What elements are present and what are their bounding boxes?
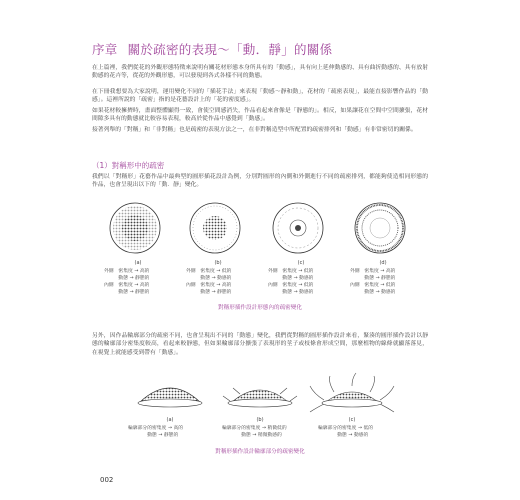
figure-1-caption: 對稱形插作設計形態內的疏密變化	[218, 305, 302, 311]
figure-1-label-b: (b)	[214, 260, 222, 266]
arrangement-2c-drawing	[310, 373, 394, 412]
figure-2-label-b: (b)	[256, 417, 264, 423]
figure-1-desc-b: 外側 密集度 → 低的 動態 → 動感的 內側 密集度 → 高的 動態 → 靜態的	[186, 269, 232, 295]
figure-2-label-a: (a)	[166, 417, 174, 423]
paragraph-5: 另外，因作品輪廓部分的疏密不同，也會呈現出不同的「動態」變化，我們從對稱的圓形插作設計來看，緊湊的圓形插作設計以靜態的輪廓部分密集度較高，看起來較靜態，但如果輪廓部分擴張了表現形的莖子或枝條會形成空間，那麼植物的線條就顯落落見，在視覺上就能感受到帶有「動感」。	[92, 333, 428, 356]
chapter-title	[92, 40, 432, 58]
paragraph-1: 在上篇裡，我們從花的外觀形態特徵來說明有關花材形態本身所具有的「動感」，具有向上延伸動感的、具有曲折動感的、具有放射動感的花卉等，從花的外觀形態，可以發現到各式各樣不同的動態。	[92, 65, 428, 80]
chapter-label: 序章	[92, 42, 118, 57]
figure-1-desc-a: 外側 密集度 → 高的 動態 → 靜態的 內側 密集度 → 高的 動態 → 靜態的	[104, 269, 150, 295]
figure-2-desc-a: 輪廓部分的密集度 → 高的 動態 → 靜態的	[128, 426, 184, 438]
page-number: 002	[100, 476, 114, 484]
figure-2-desc-c: 輪廓部分的密集度 → 低的 動態 → 動感的	[318, 426, 374, 438]
arrangement-b-drawing	[190, 203, 240, 253]
section-heading: （1）對稱形中的疏密	[92, 161, 165, 170]
figure-1-label-a: (a)	[134, 260, 142, 266]
figure-1-desc-d: 外側 密集度 → 高的 動態 → 靜態的 內側 密集度 → 低的 動態 → 動感的	[350, 269, 396, 295]
figure-2-label-c: (c)	[348, 417, 356, 423]
chapter-heading: 關於疏密的表現～「動．靜」的關係	[127, 42, 333, 57]
arrangement-2a-drawing	[138, 388, 202, 407]
paragraph-4: 接著列舉的「對稱」和「非對稱」也是疏密的表現方法之一，在非對稱造型中所配置的疏密排列和「動感」有非常密切的關係。	[92, 127, 417, 133]
figure-1-label-c: (c)	[297, 260, 305, 266]
arrangement-a-drawing	[110, 203, 160, 253]
arrangement-d-drawing	[355, 203, 405, 253]
figure-2-desc-b: 輪廓部分的密集度 → 稍微低的 動態 → 稍微動感的	[222, 426, 287, 438]
arrangement-c-drawing	[273, 203, 323, 253]
figure-2-caption: 對稱形插作設計輪廓部分的疏密變化	[215, 449, 305, 455]
paragraph-3: 如果花材較擁擠時，畫面整體顯得一致，會使空間感消失，作品看起來會像是「靜態的」。相反，如果讓花在空間中空間擴張，花材間隙多具有的動態就比較容易表現，較高於從作品中感覺到「動感」。	[92, 108, 428, 123]
arrangement-2b-drawing	[223, 388, 297, 407]
figure-2-illustrations	[120, 372, 400, 416]
section-text: 我們以「對稱形」花藝作品中最典型的圓形插花設計為例，分別對圓形的內側和外側進行不同的疏密排列，都能夠使造相同形態的作品，也會呈現出以下的「動．靜」變化。	[92, 174, 428, 189]
figure-1-illustrations	[100, 200, 420, 260]
paragraph-2: 在下冊我想要為大家說明，運用變化不同的「插花手法」來表現「動感～靜和動」，花材的「疏密表現」，最能直接影響作品的「動感」。這裡所說的「疏密」指的是花藝設計上的「花的密度感」。	[92, 89, 428, 104]
figure-1-label-d: (d)	[379, 260, 387, 266]
figure-1-desc-c: 外側 密集度 → 低的 動態 → 動感的 內側 密集度 → 低的 動態 → 動感的	[268, 269, 314, 295]
